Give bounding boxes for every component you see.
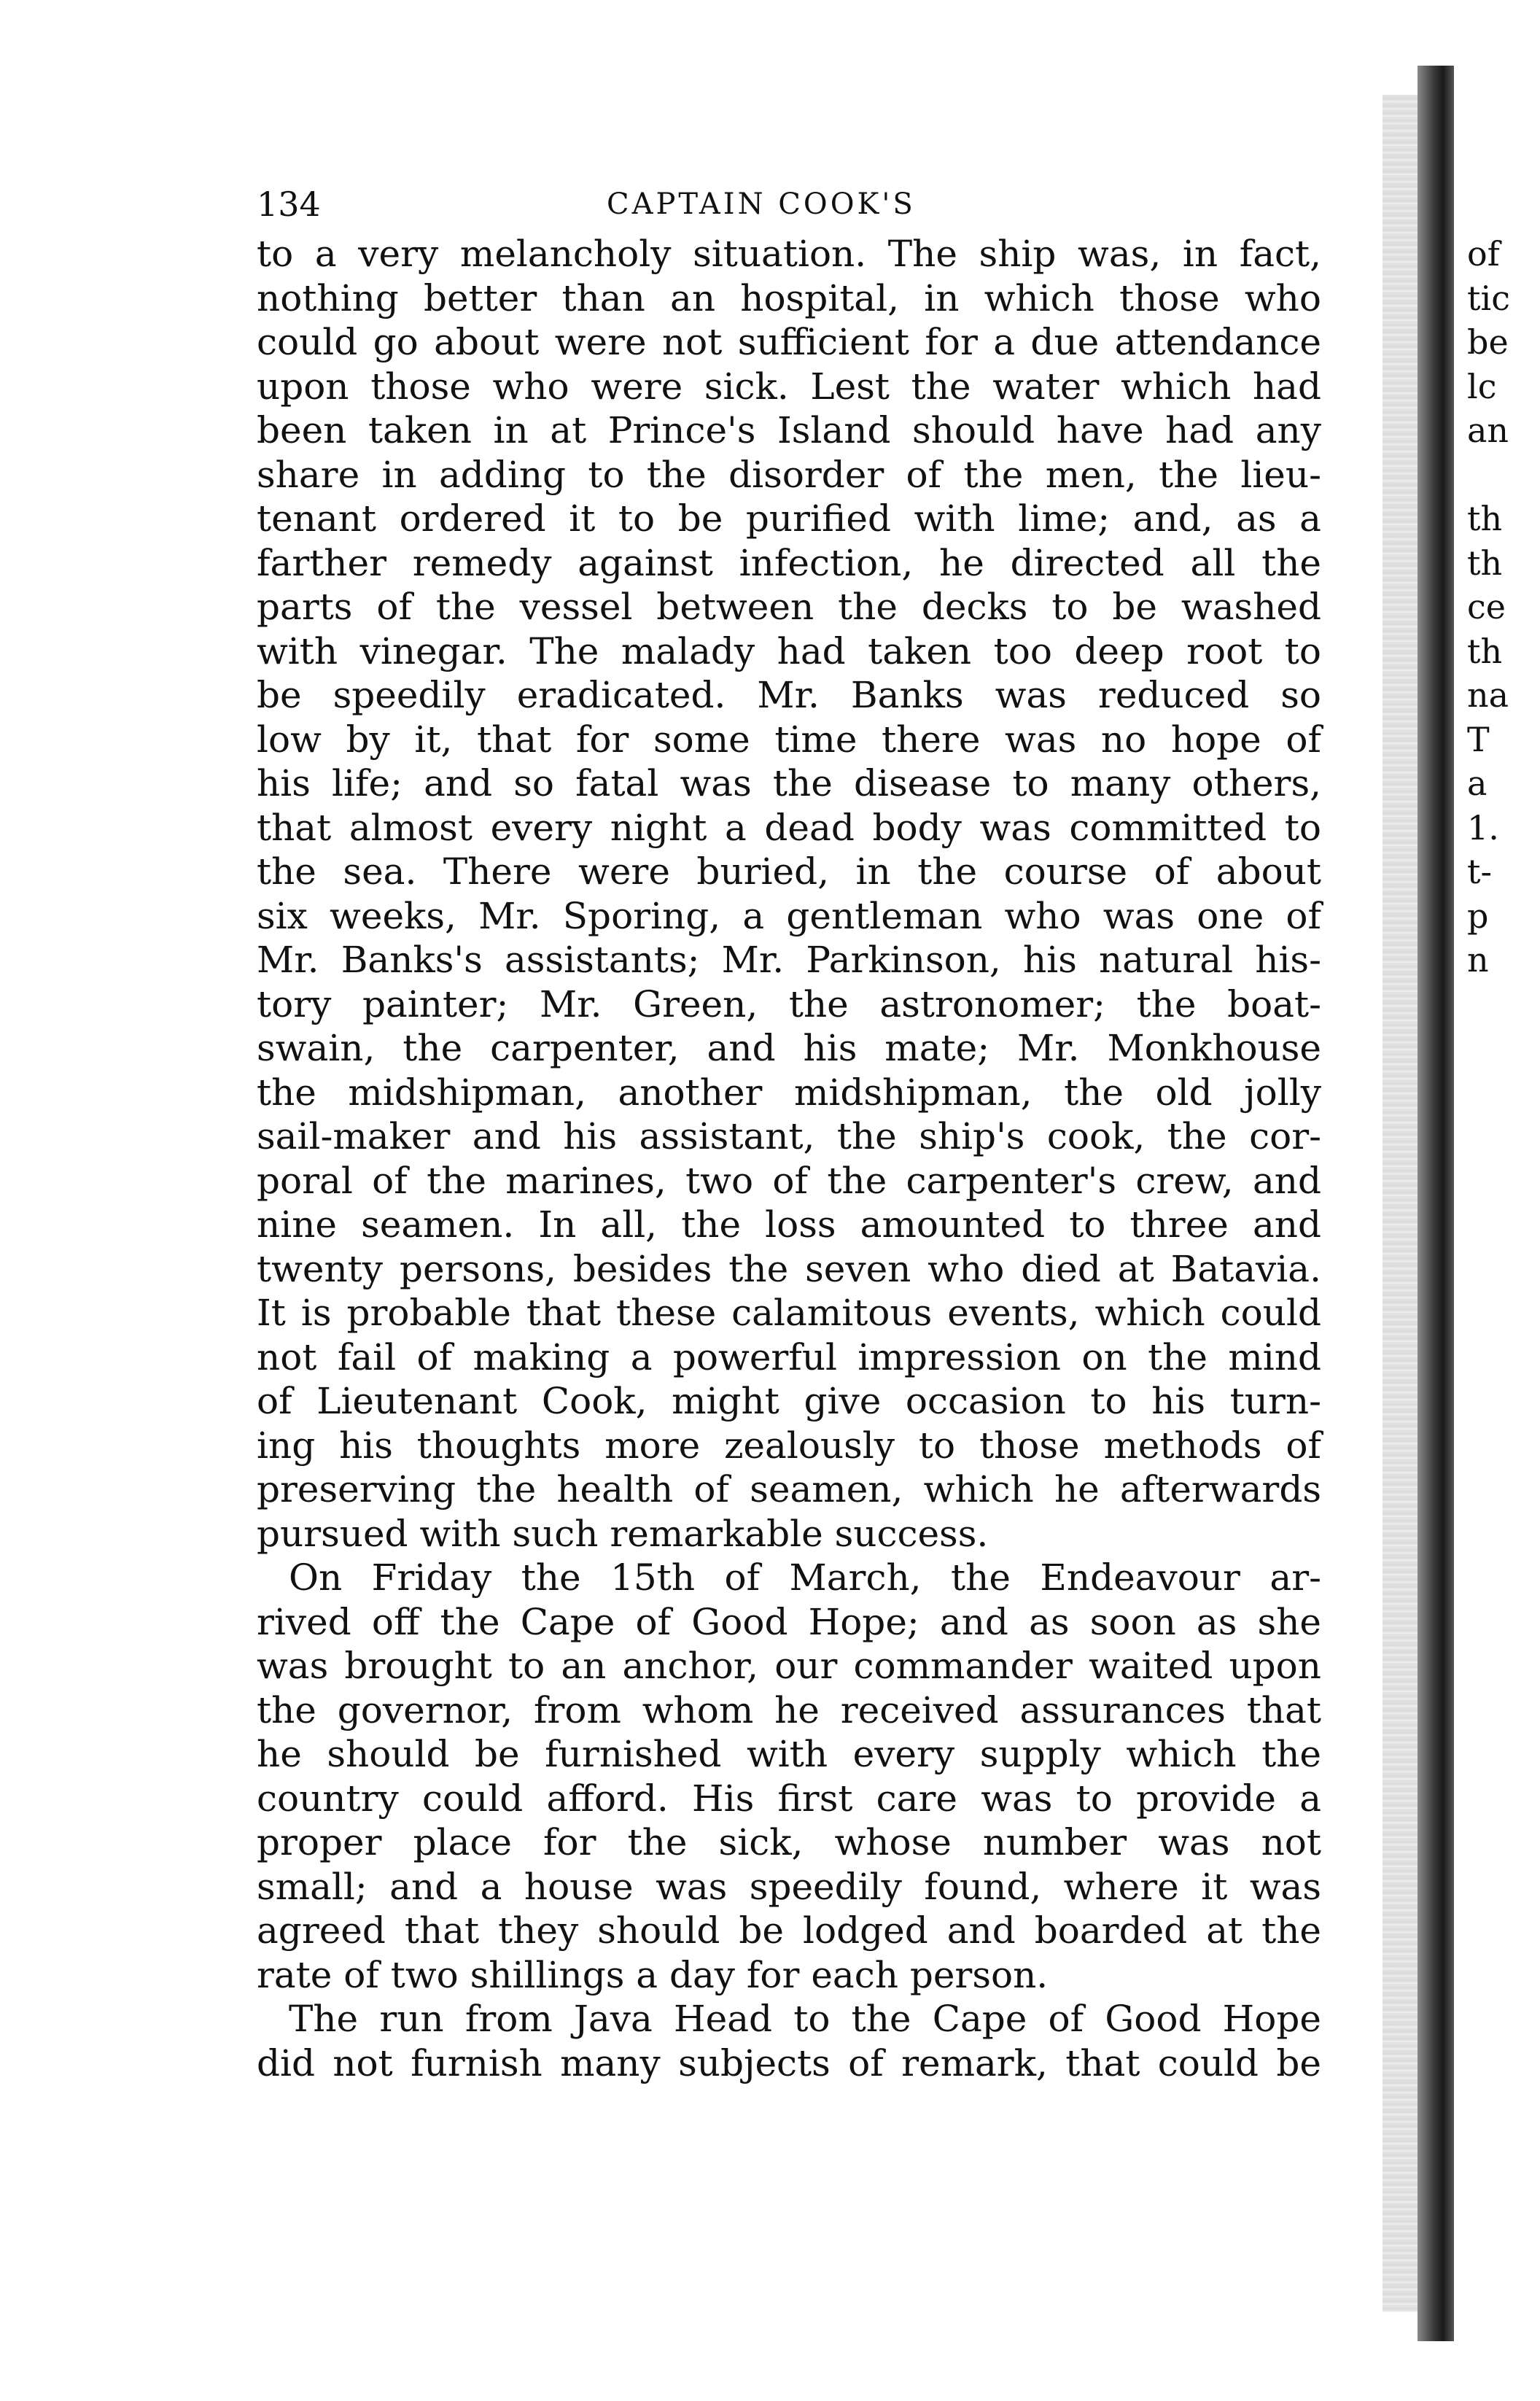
text-line: the governor, from whom he received assurances that xyxy=(257,1688,1321,1731)
text-line: with vinegar. The malady had taken too deep root to xyxy=(257,629,1321,672)
text-line: nine seamen. In all, the loss amounted to three and xyxy=(257,1203,1321,1246)
facing-page-text-fragment: p xyxy=(1467,896,1489,936)
text-line: did not furnish many subjects of remark, that could be xyxy=(257,2041,1321,2084)
facing-page-text-fragment: ce xyxy=(1467,587,1506,627)
facing-page-text-fragment: a xyxy=(1467,764,1488,803)
facing-page-text-fragment: tic xyxy=(1467,278,1510,318)
facing-page-text-fragment: lc xyxy=(1467,366,1497,406)
text-line: sail-maker and his assistant, the ship's cook, the cor- xyxy=(257,1115,1321,1157)
text-line: been taken in at Prince's Island should have had any xyxy=(257,409,1321,451)
page-edge-shading xyxy=(1382,95,1419,2312)
body-text xyxy=(257,232,1321,2085)
text-line: country could afford. His first care was to provide a xyxy=(257,1777,1321,1820)
text-line: of Lieutenant Cook, might give occasion to his turn- xyxy=(257,1380,1321,1422)
facing-page-text-fragment: of xyxy=(1467,234,1500,274)
facing-page-text-fragment: th xyxy=(1467,498,1503,538)
text-line: to a very melancholy situation. The ship was, in fact, xyxy=(257,233,1321,275)
text-line: was brought to an anchor, our commander waited upon xyxy=(257,1645,1321,1687)
text-line: small; and a house was speedily found, where it was xyxy=(257,1865,1321,1908)
text-line: his life; and so fatal was the disease to many others, xyxy=(257,762,1321,804)
text-line: It is probable that these calamitous events, which could xyxy=(257,1292,1321,1334)
text-line: the sea. There were buried, in the course of about xyxy=(257,850,1321,893)
facing-page-text-fragment: th xyxy=(1467,543,1503,583)
facing-page-text-fragment: 1. xyxy=(1467,807,1499,847)
text-line: ing his thoughts more zealously to those methods of xyxy=(257,1424,1321,1467)
text-line: proper place for the sick, whose number was not xyxy=(257,1821,1321,1863)
text-line: be speedily eradicated. Mr. Banks was reduced so xyxy=(257,674,1321,716)
facing-page-text-fragment: th xyxy=(1467,631,1503,671)
facing-page-fragment xyxy=(1467,232,1540,982)
text-line: On Friday the 15th of March, the Endeavour ar- xyxy=(289,1556,1321,1599)
text-line: the midshipman, another midshipman, the old jolly xyxy=(257,1071,1321,1114)
book-gutter-shadow xyxy=(1418,66,1454,2341)
facing-page-text-fragment: na xyxy=(1467,675,1509,715)
text-line: low by it, that for some time there was no hope of xyxy=(257,718,1321,761)
text-line: preserving the health of seamen, which he afterwards xyxy=(257,1468,1321,1510)
text-line: tenant ordered it to be purified with lime; and, as a xyxy=(257,497,1321,540)
text-line: farther remedy against infection, he directed all the xyxy=(257,541,1321,584)
facing-page-text-fragment: T xyxy=(1467,719,1490,759)
text-line: nothing better than an hospital, in which those who xyxy=(257,276,1321,319)
text-line: six weeks, Mr. Sporing, a gentleman who was one of xyxy=(257,894,1321,937)
text-line: The run from Java Head to the Cape of Good Hope xyxy=(289,1998,1321,2040)
text-line: swain, the carpenter, and his mate; Mr. Monkhouse xyxy=(257,1027,1321,1069)
text-line: parts of the vessel between the decks to be washed xyxy=(257,586,1321,628)
facing-page-text-fragment: an xyxy=(1467,411,1509,450)
text-line: Mr. Banks's assistants; Mr. Parkinson, his natural his- xyxy=(257,939,1321,981)
text-line: agreed that they should be lodged and boarded at the xyxy=(257,1909,1321,1952)
facing-page-text-fragment: t- xyxy=(1467,852,1493,891)
text-line: upon those who were sick. Lest the water which had xyxy=(257,365,1321,408)
page-header xyxy=(257,184,1321,225)
text-line: twenty persons, besides the seven who died at Batavia. xyxy=(257,1247,1321,1290)
page-number: 134 xyxy=(257,185,321,224)
text-line: not fail of making a powerful impression on the mind xyxy=(257,1335,1321,1378)
text-line: tory painter; Mr. Green, the astronomer; the boat- xyxy=(257,982,1321,1025)
text-line: rate of two shillings a day for each person. xyxy=(257,1953,1049,1996)
text-line: pursued with such remarkable success. xyxy=(257,1512,989,1555)
text-line: that almost every night a dead body was committed to xyxy=(257,806,1321,849)
facing-page-text-fragment: be xyxy=(1467,322,1509,362)
text-line: share in adding to the disorder of the men, the lieu- xyxy=(257,453,1321,496)
text-line: he should be furnished with every supply which the xyxy=(257,1733,1321,1775)
running-head: CAPTAIN COOK'S xyxy=(607,187,916,221)
text-line: could go about were not sufficient for a due attendance xyxy=(257,321,1321,363)
facing-page-text-fragment: n xyxy=(1467,940,1489,980)
text-line: rived off the Cape of Good Hope; and as soon as she xyxy=(257,1600,1321,1643)
text-line: poral of the marines, two of the carpenter's crew, and xyxy=(257,1159,1321,1202)
